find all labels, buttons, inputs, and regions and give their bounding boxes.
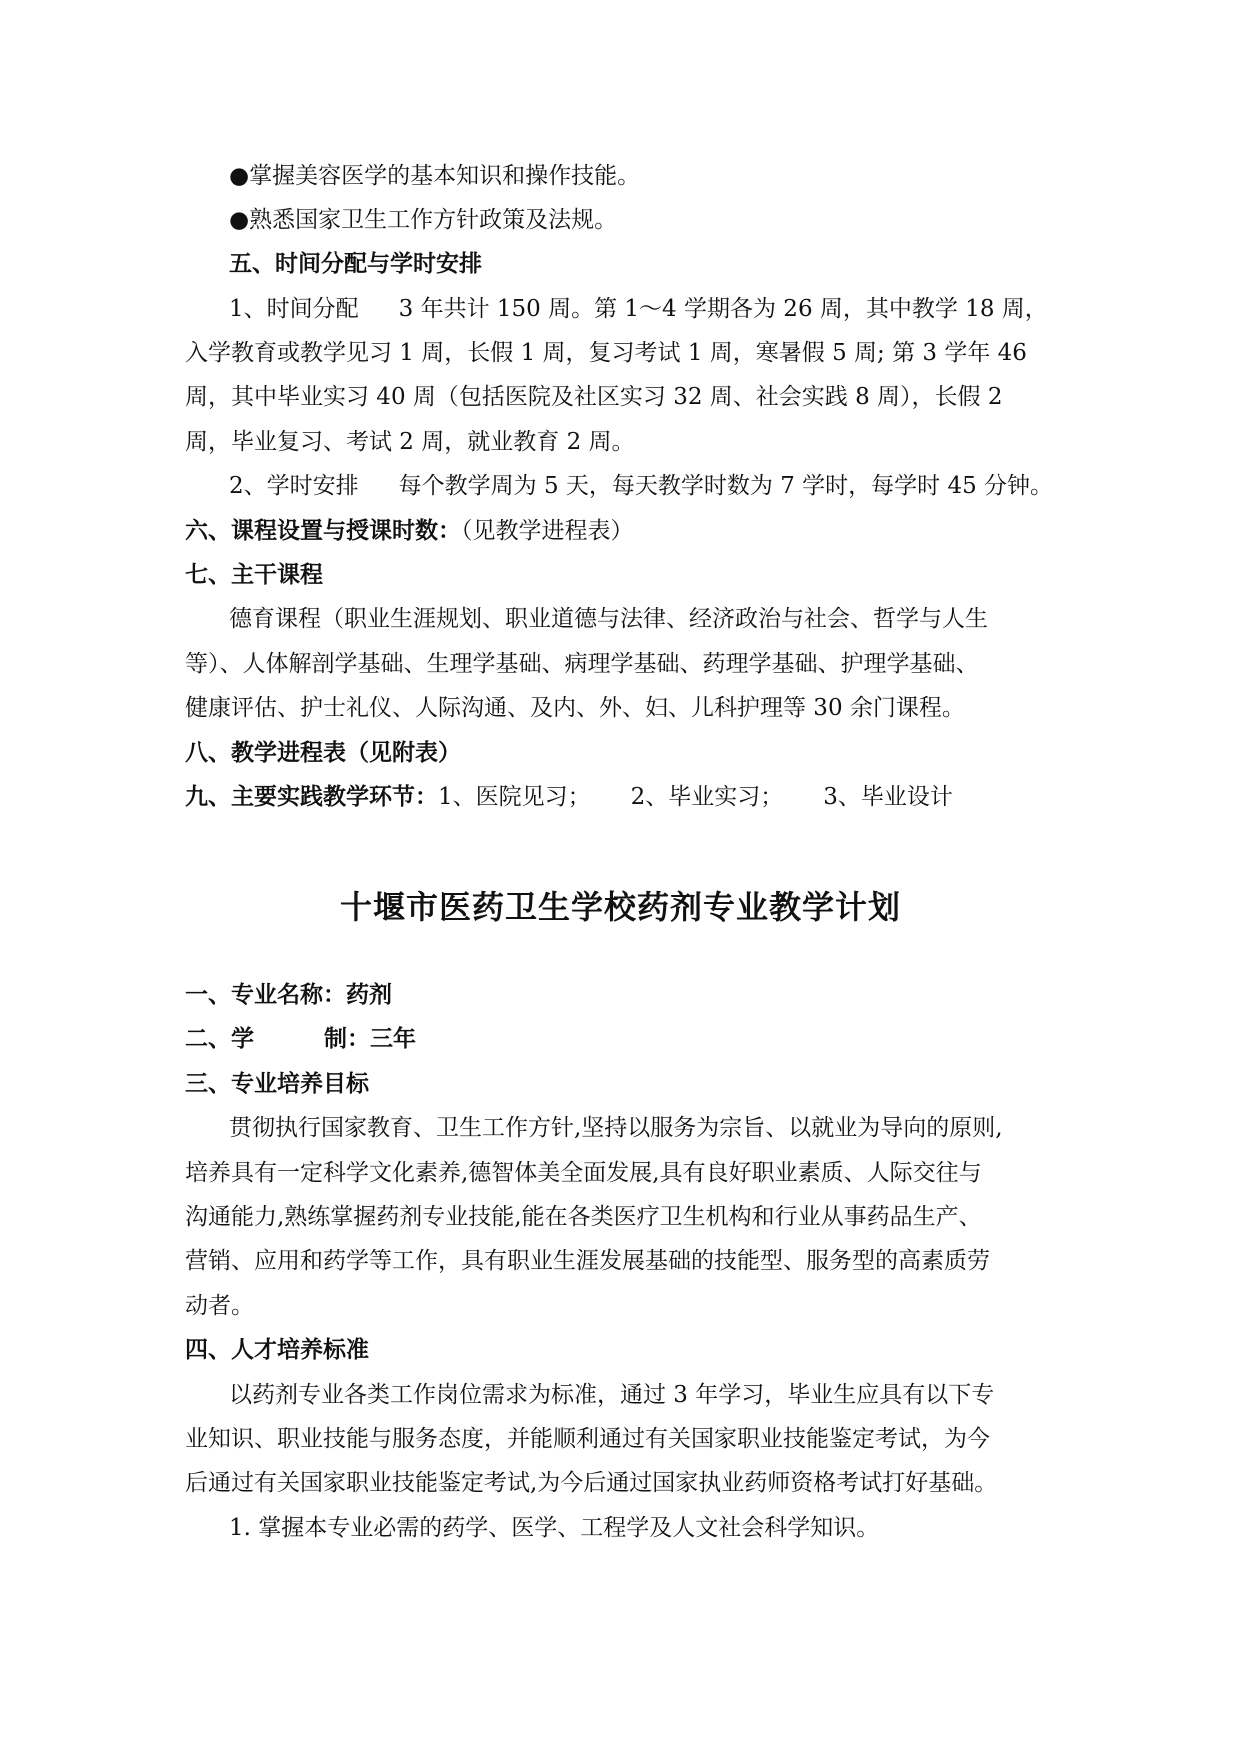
paragraph-line: 周，毕业复习、考试 2 周，就业教育 2 周。	[185, 429, 635, 455]
paragraph-line: 入学教育或教学见习 1 周，长假 1 周，复习考试 1 周，寒暑假 5 周; 第 3 学年 46	[185, 340, 1027, 366]
paragraph-line: 健康评估、护士礼仪、人际沟通、及内、外、妇、儿科护理等 30 余门课程。	[185, 695, 965, 721]
section-heading-9	[185, 782, 1075, 812]
section-heading-4: 四、人才培养标准	[185, 1337, 369, 1363]
paragraph-line: 周，其中毕业实习 40 周（包括医院及社区实习 32 周、社会实践 8 周），长假 2	[185, 384, 1003, 410]
paragraph-line: 营销、应用和药学等工作，具有职业生涯发展基础的技能型、服务型的高素质劳	[185, 1248, 990, 1274]
paragraph-line: 以药剂专业各类工作岗位需求为标准，通过 3 年学习，毕业生应具有以下专	[229, 1382, 995, 1408]
paragraph-line: 后通过有关国家职业技能鉴定考试,为今后通过国家执业药师资格考试打好基础。	[185, 1470, 998, 1496]
paragraph-line	[229, 471, 1075, 501]
paragraph-line: 贯彻执行国家教育、卫生工作方针,坚持以服务为宗旨、以就业为导向的原则,	[229, 1115, 1003, 1141]
major-name	[185, 980, 1075, 1010]
heading-text: 九、主要实践教学环节：	[185, 784, 438, 810]
paragraph-line: 德育课程（职业生涯规划、职业道德与法律、经济政治与社会、哲学与人生	[229, 606, 988, 632]
paragraph-line: 业知识、职业技能与服务态度，并能顺利通过有关国家职业技能鉴定考试，为今	[185, 1426, 990, 1452]
practice-item: 1、医院见习；	[438, 784, 591, 810]
bullet-item: ●掌握美容医学的基本知识和操作技能。	[229, 163, 641, 189]
practice-item: 2、毕业实习；	[630, 784, 784, 810]
section-heading-7: 七、主干课程	[185, 562, 323, 588]
label: 一、专业名称：	[185, 982, 346, 1008]
class-hours-label: 2、学时安排	[229, 473, 359, 499]
study-length	[185, 1024, 1075, 1054]
heading-text: 六、课程设置与授课时数：	[185, 518, 461, 544]
time-allocation-label: 1、时间分配	[229, 296, 359, 322]
paragraph-text: 每个教学周为 5 天，每天教学时数为 7 学时，每学时 45 分钟。	[398, 473, 1054, 499]
label: 制：	[324, 1026, 370, 1052]
paragraph-line: 等）、人体解剖学基础、生理学基础、病理学基础、药理学基础、护理学基础、	[185, 651, 979, 677]
value: 三年	[370, 1026, 416, 1052]
value: 药剂	[346, 982, 392, 1008]
paragraph-line	[229, 294, 1075, 324]
paragraph-line: 动者。	[185, 1293, 254, 1319]
heading-note: （见教学进程表）	[461, 518, 634, 544]
paragraph-text: 3 年共计 150 周。第 1～4 学期各为 26 周，其中教学 18 周，	[398, 296, 1048, 322]
section-heading-8: 八、教学进程表（见附表）	[185, 740, 461, 766]
paragraph-line: 培养具有一定科学文化素养,德智体美全面发展,具有良好职业素质、人际交往与	[185, 1160, 982, 1186]
section-heading-3: 三、专业培养目标	[185, 1071, 369, 1097]
bullet-item: ●熟悉国家卫生工作方针政策及法规。	[229, 207, 618, 233]
label: 二、学	[185, 1026, 254, 1052]
list-item: 1. 掌握本专业必需的药学、医学、工程学及人文社会科学知识。	[229, 1515, 880, 1541]
section-heading-6	[185, 516, 1075, 546]
practice-item: 3、毕业设计	[823, 784, 953, 810]
document-title: 十堰市医药卫生学校药剂专业教学计划	[339, 888, 901, 926]
section-heading-5: 五、时间分配与学时安排	[229, 251, 482, 277]
paragraph-line: 沟通能力,熟练掌握药剂专业技能,能在各类医疗卫生机构和行业从事药品生产、	[185, 1204, 982, 1230]
